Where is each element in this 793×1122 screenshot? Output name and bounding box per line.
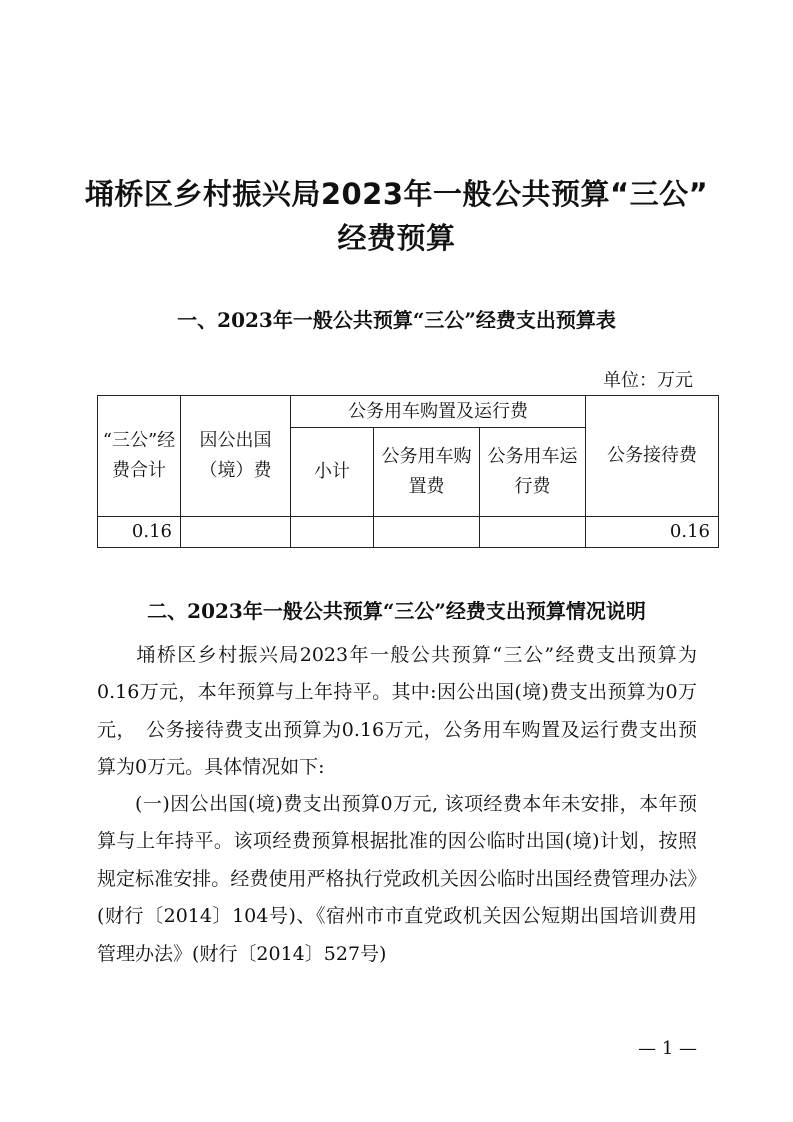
header-subtotal: 小计 [291,428,374,517]
header-reception: 公务接待费 [586,396,719,517]
cell-abroad [181,517,291,548]
table-row [98,517,719,548]
header-total: “三公”经费合计 [98,396,181,517]
table-header-row [98,396,719,428]
unit-label: 单位：万元 [603,370,693,391]
header-abroad: 因公出国（境）费 [181,396,291,517]
page-number: — 1 — [638,1038,697,1059]
header-vehicle-purchase: 公务用车购置费 [374,428,480,517]
budget-table [97,395,719,548]
cell-vehicle-operation [480,517,586,548]
cell-vehicle-purchase [374,517,480,548]
section-2-heading: 二、2023年一般公共预算“三公”经费支出预算情况说明 [147,599,646,623]
paragraph-2-text: (一)因公出国(境)费支出预算0万元, 该项经费本年未安排，本年预算与上年持平。该项经费预算根据批准的因公临时出国(境)计划，按照规定标准安排。经费使用严格执行党政机关因公临时出国经费管理办法》(财行〔2014〕104号)、《宿州市市直党政机关因公短期出国培训费用管理办法》(财行〔2014〕527号) [97,793,697,965]
header-vehicle-operation: 公务用车运行费 [480,428,586,517]
cell-subtotal [291,517,374,548]
document-title [60,172,733,260]
title-line-2: 经费预算 [337,221,456,255]
header-vehicle-group: 公务用车购置及运行费 [291,396,586,428]
paragraph-1-text: 埇桥区乡村振兴局2023年一般公共预算“三公”经费支出预算为0.16万元，本年预算与上年持平。其中:因公出国(境)费支出预算为0万元， 公务接待费支出预算为0.16万元，公务用车购置及运行费支出预算为0万元。具体情况如下: [97,644,697,779]
paragraph-1 [97,637,697,787]
title-line-1: 埇桥区乡村振兴局2023年一般公共预算“三公” [84,177,709,211]
cell-total: 0.16 [98,517,181,548]
section-1-heading: 一、2023年一般公共预算“三公”经费支出预算表 [177,308,616,332]
cell-reception: 0.16 [586,517,719,548]
paragraph-2 [97,786,697,973]
